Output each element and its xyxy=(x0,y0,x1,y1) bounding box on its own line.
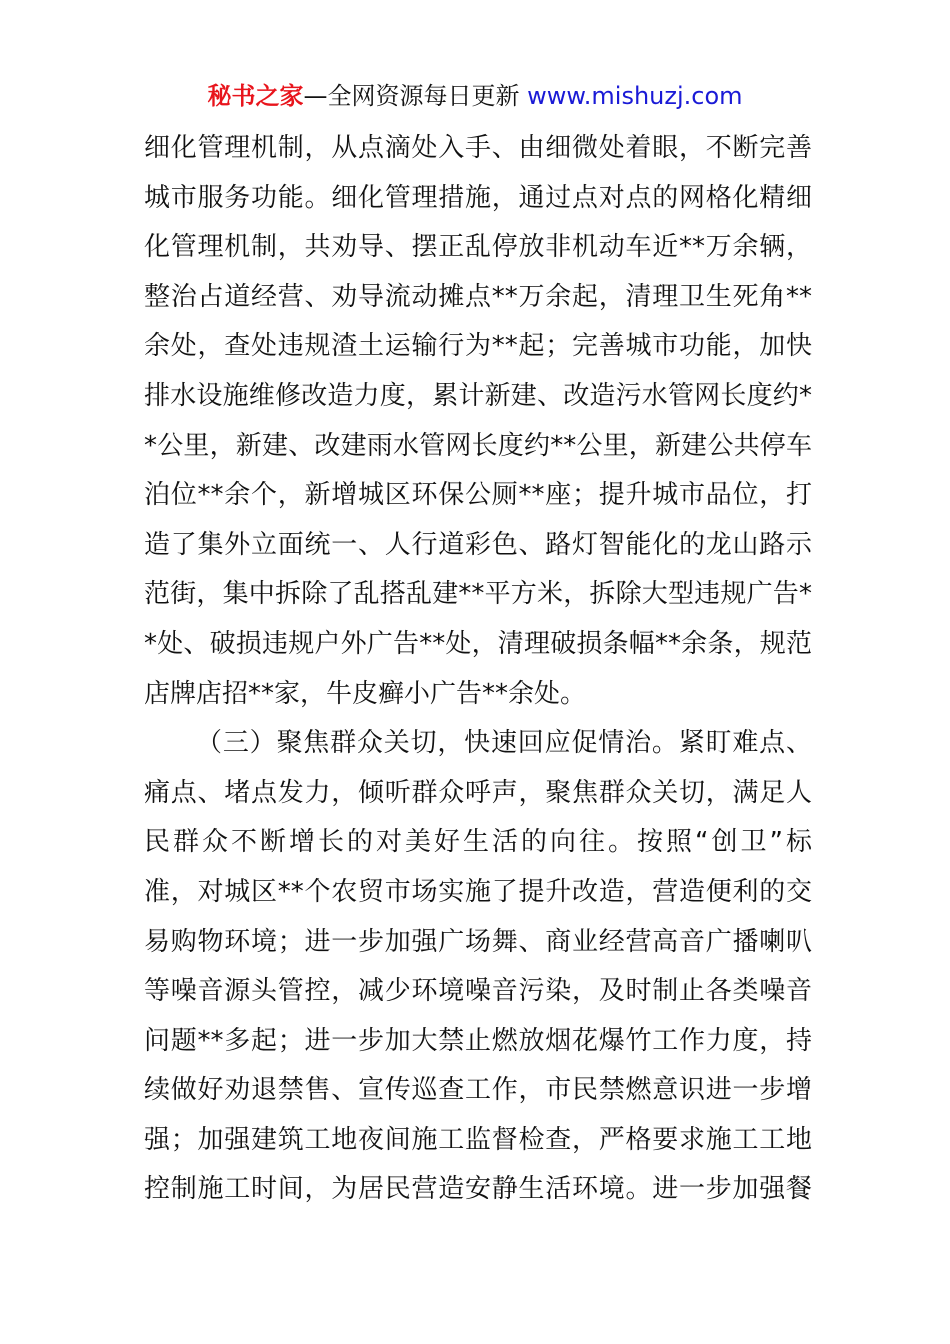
body-text xyxy=(144,124,812,1215)
text-line: 续做好劝退禁售、宣传巡查工作，市民禁燃意识进一步增 xyxy=(144,1075,812,1106)
brand-name: 秘书之家 xyxy=(207,82,304,110)
text-line: *公里，新建、改建雨水管网长度约**公里，新建公共停车 xyxy=(144,430,812,461)
text-line: 准，对城区**个农贸市场实施了提升改造，营造便利的交 xyxy=(144,876,812,907)
text-line: 强；加强建筑工地夜间施工监督检查，严格要求施工工地 xyxy=(144,1124,812,1155)
text-line: 民群众不断增长的对美好生活的向往。按照“创卫”标 xyxy=(144,827,812,858)
section-heading-line: （三）聚焦群众关切，快速回应促情治。紧盯难点、 xyxy=(196,728,812,759)
text-line: 店牌店招**家，牛皮癣小广告**余处。 xyxy=(144,678,587,709)
site-url-link[interactable]: www.mishuzj.com xyxy=(527,82,743,110)
text-line: 化管理机制，共劝导、摆正乱停放非机动车近**万余辆， xyxy=(144,232,812,263)
text-line: 痛点、堵点发力，倾听群众呼声，聚焦群众关切，满足人 xyxy=(144,777,812,808)
text-line: 等噪音源头管控，减少环境噪音污染，及时制止各类噪音 xyxy=(144,976,812,1007)
text-line: 余处，查处违规渣土运输行为**起；完善城市功能，加快 xyxy=(144,331,812,362)
text-line: 控制施工时间，为居民营造安静生活环境。进一步加强餐 xyxy=(144,1174,812,1205)
text-line: 问题**多起；进一步加大禁止燃放烟花爆竹工作力度，持 xyxy=(144,1025,812,1056)
text-line: 易购物环境；进一步加强广场舞、商业经营高音广播喇叭 xyxy=(144,926,812,957)
text-line: 排水设施维修改造力度，累计新建、改造污水管网长度约* xyxy=(144,380,812,411)
text-line: 细化管理机制，从点滴处入手、由细微处着眼，不断完善 xyxy=(144,133,812,163)
header-tagline: —全网资源每日更新 xyxy=(303,82,520,110)
page-header xyxy=(0,79,950,113)
text-line: 整治占道经营、劝导流动摊点**万余起，清理卫生死角** xyxy=(144,281,812,312)
text-line: 造了集外立面统一、人行道彩色、路灯智能化的龙山路示 xyxy=(144,529,812,560)
text-line: 泊位**余个，新增城区环保公厕**座；提升城市品位，打 xyxy=(144,480,812,511)
text-line: 城市服务功能。细化管理措施，通过点对点的网格化精细 xyxy=(144,182,812,213)
text-line: *处、破损违规户外广告**处，清理破损条幅**余条，规范 xyxy=(144,628,812,659)
text-line: 范街，集中拆除了乱搭乱建**平方米，拆除大型违规广告* xyxy=(144,579,812,610)
